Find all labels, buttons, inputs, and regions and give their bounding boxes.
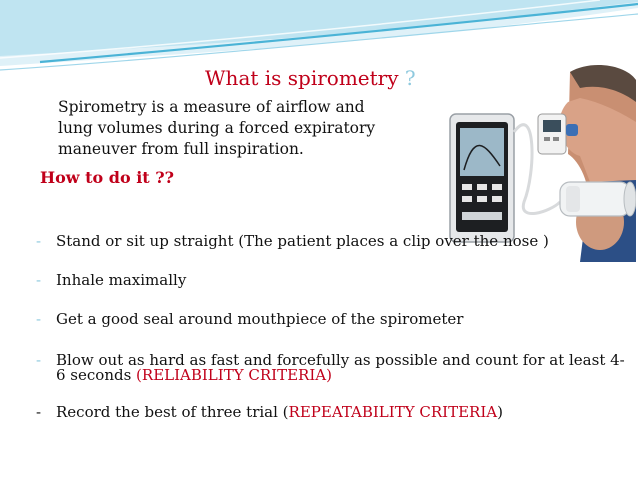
definition-line: Spirometry is a measure of airflow and	[58, 98, 365, 116]
step-text: Record the best of three trial (	[56, 403, 289, 421]
step-dash: -	[36, 403, 42, 421]
step-dash: -	[36, 232, 42, 250]
step-dash: -	[36, 351, 42, 369]
slide-title	[205, 66, 416, 90]
step-text: Get a good seal around mouthpiece of the spirometer	[56, 310, 464, 328]
patient-figure	[559, 65, 636, 262]
repeatability-criteria: REPEATABILITY CRITERIA	[288, 403, 498, 421]
definition-paragraph	[58, 97, 418, 160]
definition-line: lung volumes during a forced expiratory	[58, 119, 376, 137]
step-text: Inhale maximally	[56, 271, 187, 289]
spirometer-device	[450, 114, 514, 242]
step-text-close: )	[497, 403, 503, 421]
step-text: Blow out as hard as fast and forcefully as possible and count for at least 4-	[56, 351, 625, 369]
step-2	[36, 271, 186, 289]
step-dash: -	[36, 271, 42, 289]
step-text: 6 seconds	[56, 366, 137, 384]
step-dash: -	[36, 310, 42, 328]
reliability-criteria: (RELIABILITY CRITERIA)	[136, 366, 332, 384]
step-4-continuation	[56, 368, 616, 383]
step-3	[36, 310, 463, 328]
title-text: What is spirometry	[205, 66, 399, 90]
step-1	[36, 232, 549, 250]
how-to-heading: How to do it ??	[40, 168, 174, 187]
definition-line: maneuver from full inspiration.	[58, 140, 304, 158]
flow-sensor	[560, 182, 636, 216]
step-5	[36, 403, 503, 421]
title-question-mark: ?	[404, 66, 416, 90]
step-text: Stand or sit up straight (The patient places a clip over the nose )	[56, 232, 549, 250]
